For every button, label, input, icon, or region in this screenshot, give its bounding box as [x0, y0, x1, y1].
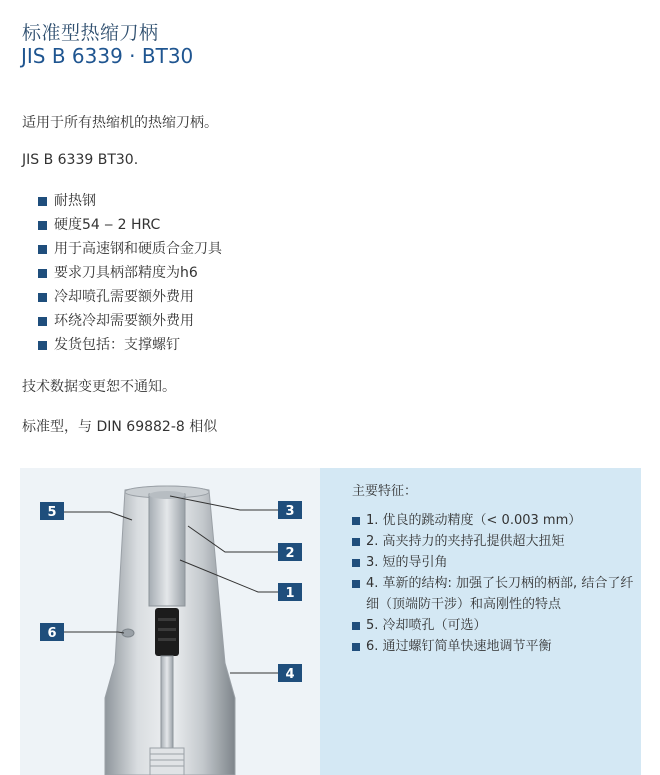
- square-bullet-icon: [38, 197, 47, 206]
- label-3: 3: [285, 504, 295, 519]
- feature-text: 要求刀具柄部精度为h6: [54, 265, 198, 281]
- leader-line-6: [64, 632, 124, 633]
- square-bullet-icon: [38, 293, 47, 302]
- label-2: 2: [285, 546, 295, 561]
- square-bullet-icon: [352, 580, 360, 588]
- label-5: 5: [47, 505, 57, 520]
- support-screw: [155, 608, 179, 656]
- page-title: 标准型热缩刀柄: [22, 22, 159, 44]
- chuck-diagram-svg: [20, 468, 320, 775]
- square-bullet-icon: [352, 622, 360, 630]
- key-features-panel: [320, 468, 641, 775]
- notice-text: 技术数据变更恕不通知。: [22, 379, 176, 395]
- intro-text: 适用于所有热缩机的热缩刀柄。: [22, 115, 218, 131]
- screw-thread: [158, 638, 176, 641]
- key-feature-item: [352, 573, 634, 615]
- feature-item: [38, 312, 222, 336]
- feature-item: [38, 240, 222, 264]
- feature-item: [38, 216, 222, 240]
- square-bullet-icon: [38, 269, 47, 278]
- feature-item: [38, 288, 222, 312]
- leader-line-5: [64, 512, 132, 520]
- standard-text: JIS B 6339 BT30.: [22, 152, 139, 168]
- key-feature-item: [352, 615, 634, 636]
- key-feature-text: 3. 短的导引角: [366, 555, 448, 570]
- coolant-channel: [161, 656, 173, 748]
- clamping-bore: [149, 494, 185, 606]
- feature-text: 冷却喷孔需要额外费用: [54, 289, 194, 305]
- key-features-title: 主要特征：: [352, 484, 418, 499]
- key-feature-item: [352, 552, 634, 573]
- page-subtitle: JIS B 6339 · BT30: [21, 44, 194, 68]
- feature-list: [38, 192, 222, 360]
- feature-item: [38, 336, 222, 360]
- drawbar-thread: [150, 748, 184, 775]
- square-bullet-icon: [352, 517, 360, 525]
- square-bullet-icon: [38, 317, 47, 326]
- key-feature-text: 4. 革新的结构: 加强了长刀柄的柄部, 结合了纤细（顶端防干涉）和高刚性的特点: [366, 576, 634, 612]
- key-feature-item: [352, 510, 634, 531]
- feature-item: [38, 264, 222, 288]
- screw-thread: [158, 628, 176, 631]
- similar-text: 标准型，与 DIN 69882-8 相似: [22, 419, 218, 435]
- label-6: 6: [47, 626, 57, 641]
- key-feature-text: 6. 通过螺钉简单快速地调节平衡: [366, 639, 552, 654]
- square-bullet-icon: [352, 643, 360, 651]
- square-bullet-icon: [38, 341, 47, 350]
- key-feature-item: [352, 636, 634, 657]
- feature-text: 发货包括：支撑螺钉: [54, 337, 180, 353]
- key-feature-item: [352, 531, 634, 552]
- label-1: 1: [285, 586, 295, 601]
- feature-text: 环绕冷却需要额外费用: [54, 313, 194, 329]
- feature-item: [38, 192, 222, 216]
- key-feature-text: 1. 优良的跳动精度（< 0.003 mm）: [366, 513, 582, 528]
- square-bullet-icon: [38, 245, 47, 254]
- key-feature-text: 5. 冷却喷孔（可选）: [366, 618, 487, 633]
- square-bullet-icon: [352, 538, 360, 546]
- square-bullet-icon: [352, 559, 360, 567]
- key-features-list: [352, 510, 634, 657]
- square-bullet-icon: [38, 221, 47, 230]
- feature-text: 耐热钢: [54, 193, 96, 209]
- feature-text: 硬度54 ‒ 2 HRC: [54, 217, 161, 233]
- screw-thread: [158, 618, 176, 621]
- label-4: 4: [285, 667, 295, 682]
- chuck-diagram: [20, 468, 320, 775]
- feature-text: 用于高速钢和硬质合金刀具: [54, 241, 222, 257]
- key-feature-text: 2. 高夹持力的夹持孔提供超大扭矩: [366, 534, 565, 549]
